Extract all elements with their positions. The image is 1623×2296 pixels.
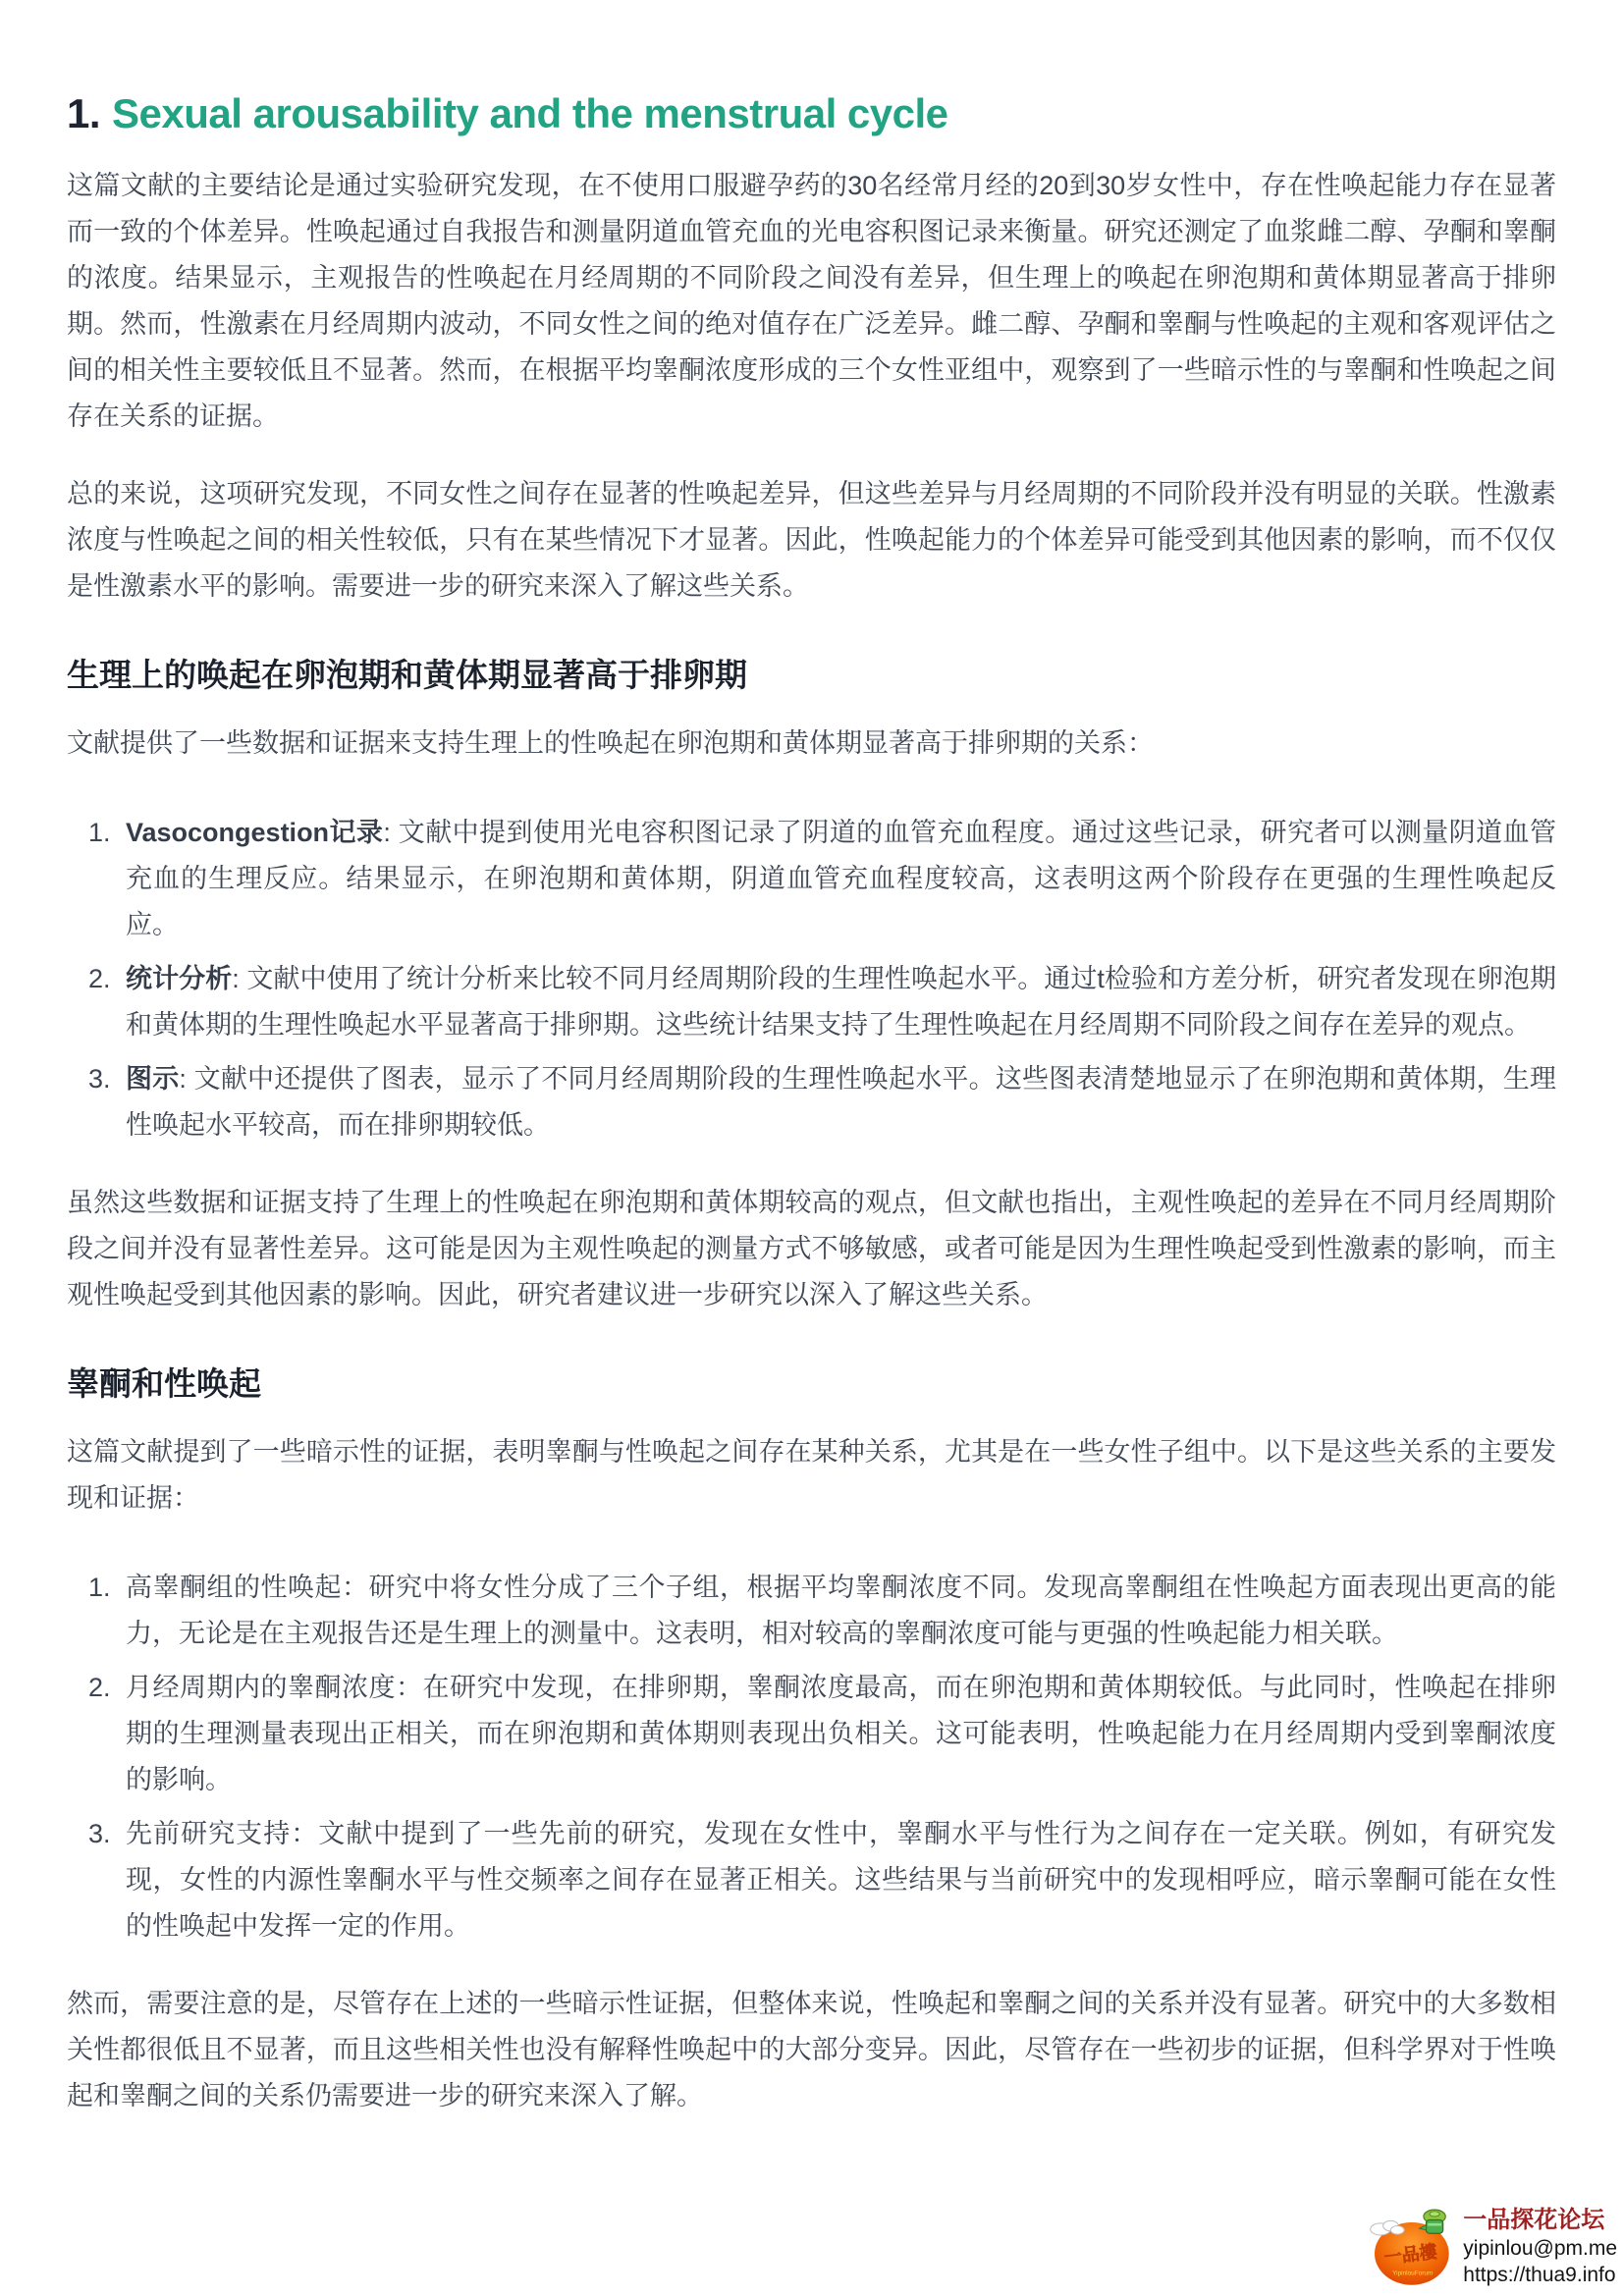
list-item [118,1056,1556,1148]
section1-lead-paragraph: 文献提供了一些数据和证据来支持生理上的性唤起在卵泡期和黄体期显著高于排卵期的关系： [67,728,1154,759]
list-item-term: Vasocongestion记录 [126,818,384,848]
list-item-term: 统计分析 [126,964,233,994]
logo-subtext: YipinlouForum [1392,2269,1434,2277]
intro-paragraph-2: 总的来说，这项研究发现，不同女性之间存在显著的性唤起差异，但这些差异与月经周期的不同阶段并没有明显的关联。性激素浓度与性唤起之间的相关性较低，只有在某些情况下才显著。因此，性唤起能力的个体差异可能受到其他因素的影响，而不仅仅是性激素水平的影响。需要进一步的研究来深入了解这些关系。 [67,479,1556,602]
section-heading-testosterone: 睾酮和性唤起 [67,1365,261,1403]
list-item [118,1565,1556,1657]
watermark-url: https://thua9.info [1463,2264,1616,2286]
yipinlou-logo-icon [1369,2206,1453,2288]
title-text: Sexual arousability and the menstrual cycle [112,90,948,136]
section2-evidence-list [67,1565,1556,1949]
list-item-text: 高睾酮组的性唤起：研究中将女性分成了三个子组，根据平均睾酮浓度不同。发现高睾酮组在性唤起方面表现出更高的能力，无论是在主观报告还是生理上的测量中。这表明，相对较高的睾酮浓度可能与更强的性唤起能力相关联。 [126,1573,1556,1649]
section1-evidence-list [67,810,1556,1148]
logo-text: 一品樓 [1382,2241,1439,2269]
cloud-shape [1371,2220,1404,2235]
list-item-text: : 文献中使用了统计分析来比较不同月经周期阶段的生理性唤起水平。通过t检验和方差分析，研究者发现在卵泡期和黄体期的生理性唤起水平显著高于排卵期。这些统计结果支持了生理性唤起在月经周期不同阶段之间存在差异的观点。 [126,964,1556,1041]
forum-watermark [1369,2206,1617,2288]
section1-closing-paragraph: 虽然这些数据和证据支持了生理上的性唤起在卵泡期和黄体期较高的观点，但文献也指出，主观性唤起的差异在不同月经周期阶段之间并没有显著性差异。这可能是因为主观性唤起的测量方式不够敏感，或者可能是因为生理性唤起受到性激素的影响，而主观性唤起受到其他因素的影响。因此，研究者建议进一步研究以深入了解这些关系。 [67,1188,1556,1310]
list-item-text: : 文献中提到使用光电容积图记录了阴道的血管充血程度。通过这些记录，研究者可以测量阴道血管充血的生理反应。结果显示，在卵泡期和黄体期，阴道血管充血程度较高，这表明这两个阶段存在更强的生理性唤起反应。 [126,818,1556,940]
watermark-email: yipinlou@pm.me [1463,2237,1617,2260]
list-item [118,1665,1556,1803]
list-item [118,956,1556,1048]
section2-lead-paragraph: 这篇文献提到了一些暗示性的证据，表明睾酮与性唤起之间存在某种关系，尤其是在一些女性子组中。以下是这些关系的主要发现和证据： [67,1437,1556,1514]
watermark-forum-name: 一品探花论坛 [1463,2207,1605,2233]
section2-closing-paragraph: 然而，需要注意的是，尽管存在上述的一些暗示性证据，但整体来说，性唤起和睾酮之间的关系并没有显著。研究中的大多数相关性都很低且不显著，而且这些相关性也没有解释性唤起中的大部分变异。因此，尽管存在一些初步的证据，但科学界对于性唤起和睾酮之间的关系仍需要进一步的研究来深入了解。 [67,1989,1556,2111]
list-item-term: 图示 [126,1064,180,1095]
list-item-text: : 文献中还提供了图表，显示了不同月经周期阶段的生理性唤起水平。这些图表清楚地显示了在卵泡期和黄体期，生理性唤起水平较高，而在排卵期较低。 [126,1064,1556,1141]
list-item [118,1811,1556,1949]
section-heading-physiological-arousal: 生理上的唤起在卵泡期和黄体期显著高于排卵期 [67,657,747,694]
list-item-text: 先前研究支持：文献中提到了一些先前的研究，发现在女性中，睾酮水平与性行为之间存在一定关联。例如，有研究发现，女性的内源性睾酮水平与性交频率之间存在显著正相关。这些结果与当前研究中的发现相呼应，暗示睾酮可能在女性的性唤起中发挥一定的作用。 [126,1819,1556,1942]
page-title [67,90,1556,137]
list-item [118,810,1556,948]
intro-paragraph-1: 这篇文献的主要结论是通过实验研究发现，在不使用口服避孕药的30名经常月经的20到30岁女性中，存在性唤起能力存在显著而一致的个体差异。性唤起通过自我报告和测量阴道血管充血的光电容积图记录来衡量。研究还测定了血浆雌二醇、孕酮和睾酮的浓度。结果显示，主观报告的性唤起在月经周期的不同阶段之间没有差异，但生理上的唤起在卵泡期和黄体期显著高于排卵期。然而，性激素在月经周期内波动，不同女性之间的绝对值存在广泛差异。雌二醇、孕酮和睾酮与性唤起的主观和客观评估之间的相关性主要较低且不显著。然而，在根据平均睾酮浓度形成的三个女性亚组中，观察到了一些暗示性的与睾酮和性唤起之间存在关系的证据。 [67,171,1556,432]
title-number: 1. [67,90,101,136]
list-item-text: 月经周期内的睾酮浓度：在研究中发现，在排卵期，睾酮浓度最高，而在卵泡期和黄体期较低。与此同时，性唤起在排卵期的生理测量表现出正相关，而在卵泡期和黄体期则表现出负相关。这可能表明，性唤起能力在月经周期内受到睾酮浓度的影响。 [126,1673,1556,1795]
